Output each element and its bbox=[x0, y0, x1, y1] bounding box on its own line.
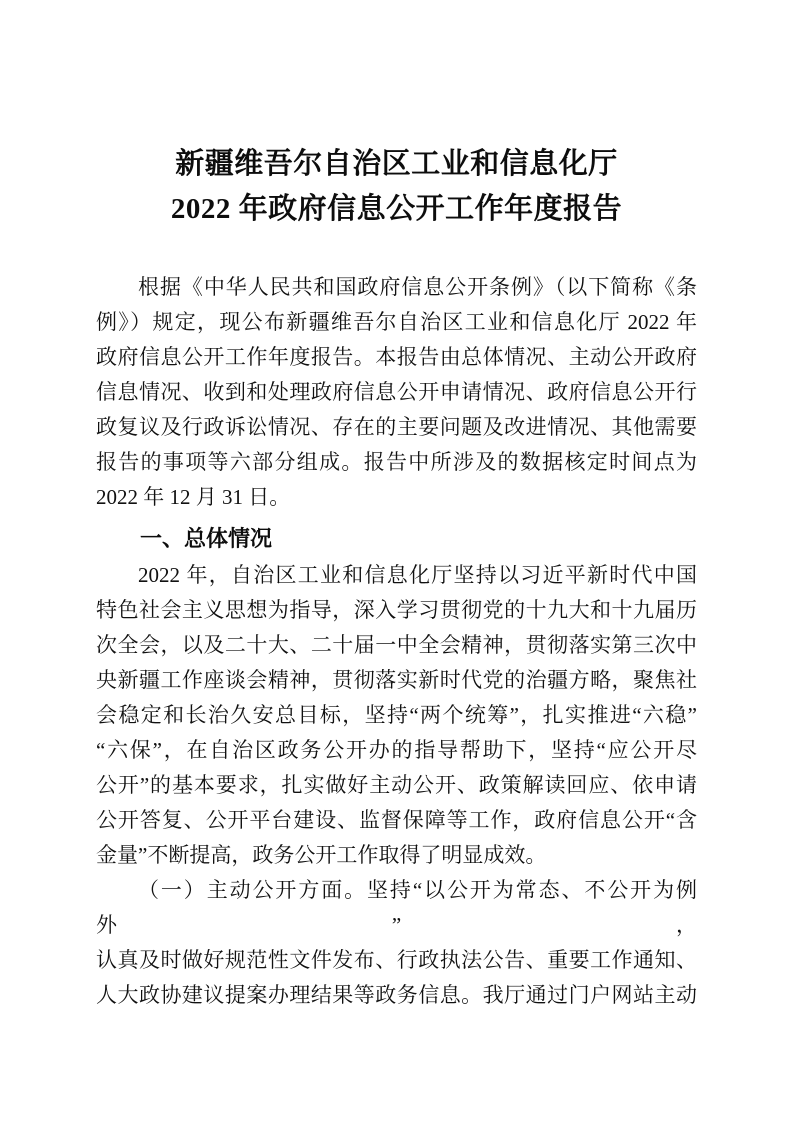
text-line: 2022 年，自治区工业和信息化厅坚持以习近平新时代中国 bbox=[138, 563, 697, 587]
text-line: 政府信息公开工作年度报告。本报告由总体情况、主动公开政府 bbox=[96, 345, 697, 369]
text-line: 2022 年 12 月 31 日。 bbox=[96, 485, 291, 509]
text-line: 人大政协建议提案办理结果等政务信息。我厅通过门户网站主动 bbox=[96, 983, 697, 1007]
section-heading bbox=[96, 521, 697, 556]
document-content bbox=[96, 0, 697, 1013]
text-line: （一）主动公开方面。坚持“以公开为常态、不公开为例外”， bbox=[96, 878, 697, 937]
paragraph bbox=[96, 558, 697, 873]
text-line: 例》）规定，现公布新疆维吾尔自治区工业和信息化厅 2022 年 bbox=[96, 310, 697, 334]
document-title bbox=[96, 142, 697, 232]
text-line: 政复议及行政诉讼情况、存在的主要问题及改进情况、其他需要 bbox=[96, 415, 697, 439]
text-line: 根据《中华人民共和国政府信息公开条例》（以下简称《条 bbox=[138, 275, 697, 299]
text-line: 报告的事项等六部分组成。报告中所涉及的数据核定时间点为 bbox=[96, 450, 697, 474]
text-line: 公开”的基本要求，扎实做好主动公开、政策解读回应、依申请 bbox=[96, 773, 697, 797]
text-line: 特色社会主义思想为指导，深入学习贯彻党的十九大和十九届历 bbox=[96, 598, 697, 622]
text-line: 次全会，以及二十大、二十届一中全会精神，贯彻落实第三次中 bbox=[96, 633, 697, 657]
title-line-2: 2022 年政府信息公开工作年度报告 bbox=[170, 193, 623, 225]
document-body bbox=[96, 270, 697, 1013]
text-line: 央新疆工作座谈会精神，贯彻落实新时代党的治疆方略，聚焦社 bbox=[96, 668, 697, 692]
text-line: 公开答复、公开平台建设、监督保障等工作，政府信息公开“含 bbox=[96, 808, 697, 832]
text-line: “六保”，在自治区政务公开办的指导帮助下，坚持“应公开尽 bbox=[96, 738, 697, 762]
paragraph bbox=[96, 873, 697, 1013]
title-line-1: 新疆维吾尔自治区工业和信息化厅 bbox=[175, 148, 618, 180]
text-line: 会稳定和长治久安总目标，坚持“两个统筹”，扎实推进“六稳” bbox=[96, 703, 697, 727]
text-line: 认真及时做好规范性文件发布、行政执法公告、重要工作通知、 bbox=[96, 948, 697, 972]
text-line: 信息情况、收到和处理政府信息公开申请情况、政府信息公开行 bbox=[96, 380, 697, 404]
text-line: 金量”不断提高，政务公开工作取得了明显成效。 bbox=[96, 843, 547, 867]
heading-line: 一、总体情况 bbox=[140, 526, 273, 551]
paragraph bbox=[96, 270, 697, 515]
